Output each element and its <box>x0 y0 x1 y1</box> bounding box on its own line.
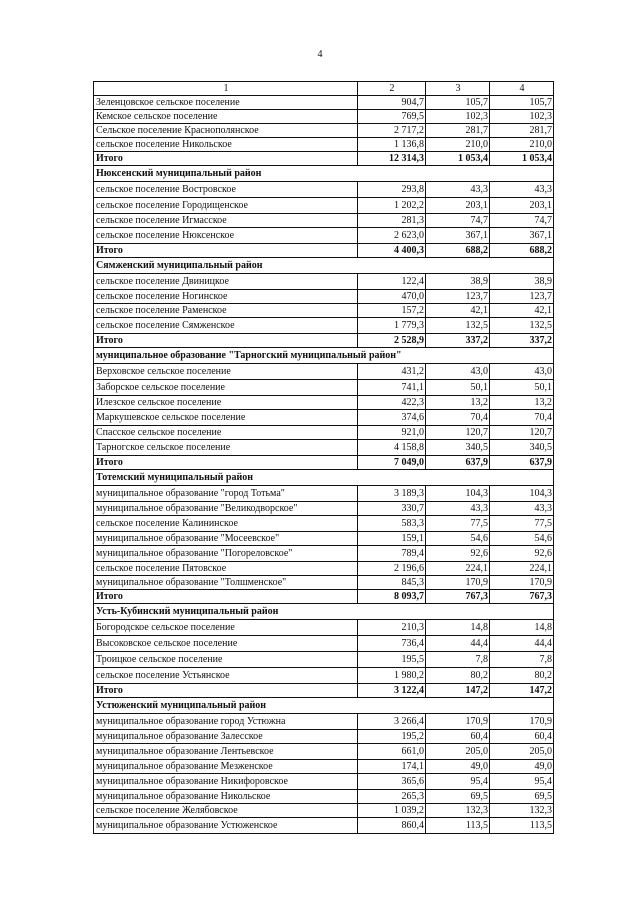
value-col-3: 92,6 <box>426 546 490 562</box>
value-col-3: 767,3 <box>426 590 490 604</box>
value-col-4: 210,0 <box>490 138 554 152</box>
value-col-4: 92,6 <box>490 546 554 562</box>
settlement-name: сельское поселение Сямженское <box>94 318 358 334</box>
value-col-2: 1 779,3 <box>358 318 426 334</box>
value-col-4: 50,1 <box>490 380 554 396</box>
table-row <box>94 818 554 834</box>
total-row <box>94 152 554 166</box>
table-row <box>94 440 554 456</box>
section-heading-row <box>94 348 554 364</box>
section-heading: Усть-Кубинский муниципальный район <box>94 604 554 620</box>
table-row <box>94 516 554 532</box>
settlement-name: Илезское сельское поселение <box>94 396 358 410</box>
section-heading: Тотемский муниципальный район <box>94 470 554 486</box>
value-col-4: 767,3 <box>490 590 554 604</box>
table-row <box>94 410 554 426</box>
settlement-name: сельское поселение Городищенское <box>94 198 358 214</box>
total-label: Итого <box>94 590 358 604</box>
table-row <box>94 290 554 304</box>
value-col-2: 904,7 <box>358 96 426 110</box>
value-col-3: 224,1 <box>426 562 490 576</box>
settlement-name: муниципальное образование город Устюжна <box>94 714 358 730</box>
table-row <box>94 304 554 318</box>
value-col-2: 583,3 <box>358 516 426 532</box>
settlement-name: муниципальное образование Устюженское <box>94 818 358 834</box>
table-row <box>94 576 554 590</box>
settlement-name: муниципальное образование "Мосеевское" <box>94 532 358 546</box>
value-col-4: 120,7 <box>490 426 554 440</box>
total-label: Итого <box>94 334 358 348</box>
value-col-2: 736,4 <box>358 636 426 652</box>
value-col-2: 2 528,9 <box>358 334 426 348</box>
value-col-3: 70,4 <box>426 410 490 426</box>
value-col-3: 132,5 <box>426 318 490 334</box>
value-col-3: 688,2 <box>426 244 490 258</box>
value-col-2: 845,3 <box>358 576 426 590</box>
value-col-3: 113,5 <box>426 818 490 834</box>
total-label: Итого <box>94 152 358 166</box>
value-col-3: 42,1 <box>426 304 490 318</box>
settlement-name: сельское поселение Двиницкое <box>94 274 358 290</box>
value-col-4: 132,5 <box>490 318 554 334</box>
table-row <box>94 274 554 290</box>
value-col-4: 54,6 <box>490 532 554 546</box>
value-col-4: 43,3 <box>490 502 554 516</box>
value-col-2: 769,5 <box>358 110 426 124</box>
value-col-4: 13,2 <box>490 396 554 410</box>
header-col-3: 3 <box>426 82 490 96</box>
value-col-3: 123,7 <box>426 290 490 304</box>
value-col-2: 2 717,2 <box>358 124 426 138</box>
table-row <box>94 804 554 818</box>
settlement-name: сельское поселение Калининское <box>94 516 358 532</box>
table-row <box>94 124 554 138</box>
value-col-3: 205,0 <box>426 744 490 760</box>
value-col-4: 49,0 <box>490 760 554 774</box>
total-label: Итого <box>94 244 358 258</box>
value-col-2: 365,6 <box>358 774 426 790</box>
table-row <box>94 318 554 334</box>
value-col-3: 102,3 <box>426 110 490 124</box>
value-col-2: 2 623,0 <box>358 228 426 244</box>
settlement-name: сельское поселение Игмасское <box>94 214 358 228</box>
value-col-4: 1 053,4 <box>490 152 554 166</box>
value-col-2: 7 049,0 <box>358 456 426 470</box>
table-row <box>94 396 554 410</box>
section-heading-row <box>94 698 554 714</box>
value-col-3: 147,2 <box>426 684 490 698</box>
value-col-3: 50,1 <box>426 380 490 396</box>
value-col-2: 4 158,8 <box>358 440 426 456</box>
value-col-4: 70,4 <box>490 410 554 426</box>
value-col-3: 80,2 <box>426 668 490 684</box>
value-col-4: 132,3 <box>490 804 554 818</box>
table-body <box>94 82 554 834</box>
settlement-name: муниципальное образование "город Тотьма" <box>94 486 358 502</box>
value-col-3: 1 053,4 <box>426 152 490 166</box>
table-row <box>94 620 554 636</box>
data-table <box>93 81 554 834</box>
value-col-3: 44,4 <box>426 636 490 652</box>
value-col-4: 113,5 <box>490 818 554 834</box>
settlement-name: сельское поселение Раменское <box>94 304 358 318</box>
section-heading: Устюженский муниципальный район <box>94 698 554 714</box>
value-col-2: 281,3 <box>358 214 426 228</box>
value-col-4: 7,8 <box>490 652 554 668</box>
settlement-name: Верховское сельское поселение <box>94 364 358 380</box>
value-col-3: 43,3 <box>426 182 490 198</box>
settlement-name: сельское поселение Никольское <box>94 138 358 152</box>
value-col-4: 105,7 <box>490 96 554 110</box>
settlement-name: сельское поселение Нюксенское <box>94 228 358 244</box>
value-col-2: 4 400,3 <box>358 244 426 258</box>
value-col-4: 43,3 <box>490 182 554 198</box>
table-row <box>94 532 554 546</box>
value-col-2: 8 093,7 <box>358 590 426 604</box>
table-row <box>94 636 554 652</box>
value-col-3: 367,1 <box>426 228 490 244</box>
table-row <box>94 110 554 124</box>
value-col-4: 102,3 <box>490 110 554 124</box>
value-col-2: 1 980,2 <box>358 668 426 684</box>
value-col-3: 77,5 <box>426 516 490 532</box>
value-col-3: 637,9 <box>426 456 490 470</box>
value-col-3: 7,8 <box>426 652 490 668</box>
value-col-3: 69,5 <box>426 790 490 804</box>
value-col-3: 60,4 <box>426 730 490 744</box>
value-col-4: 281,7 <box>490 124 554 138</box>
value-col-3: 13,2 <box>426 396 490 410</box>
value-col-4: 60,4 <box>490 730 554 744</box>
value-col-2: 3 189,3 <box>358 486 426 502</box>
table-row <box>94 668 554 684</box>
value-col-2: 3 266,4 <box>358 714 426 730</box>
value-col-3: 210,0 <box>426 138 490 152</box>
value-col-4: 43,0 <box>490 364 554 380</box>
value-col-3: 14,8 <box>426 620 490 636</box>
value-col-4: 44,4 <box>490 636 554 652</box>
table-row <box>94 182 554 198</box>
settlement-name: Высоковское сельское поселение <box>94 636 358 652</box>
value-col-4: 74,7 <box>490 214 554 228</box>
settlement-name: муниципальное образование Мезженское <box>94 760 358 774</box>
section-heading-row <box>94 166 554 182</box>
value-col-3: 104,3 <box>426 486 490 502</box>
table-row <box>94 760 554 774</box>
settlement-name: сельское поселение Пятовское <box>94 562 358 576</box>
settlement-name: Маркушевское сельское поселение <box>94 410 358 426</box>
settlement-name: Сельское поселение Краснополянское <box>94 124 358 138</box>
table-row <box>94 562 554 576</box>
table-row <box>94 380 554 396</box>
value-col-3: 281,7 <box>426 124 490 138</box>
value-col-2: 2 196,6 <box>358 562 426 576</box>
value-col-2: 293,8 <box>358 182 426 198</box>
total-label: Итого <box>94 456 358 470</box>
value-col-2: 330,7 <box>358 502 426 516</box>
value-col-4: 224,1 <box>490 562 554 576</box>
settlement-name: сельское поселение Востровское <box>94 182 358 198</box>
value-col-4: 637,9 <box>490 456 554 470</box>
value-col-2: 12 314,3 <box>358 152 426 166</box>
value-col-3: 105,7 <box>426 96 490 110</box>
value-col-2: 1 039,2 <box>358 804 426 818</box>
settlement-name: сельское поселение Устьянское <box>94 668 358 684</box>
value-col-3: 170,9 <box>426 714 490 730</box>
table-row <box>94 502 554 516</box>
settlement-name: муниципальное образование Никифоровское <box>94 774 358 790</box>
settlement-name: Богородское сельское поселение <box>94 620 358 636</box>
table-row <box>94 138 554 152</box>
value-col-2: 661,0 <box>358 744 426 760</box>
settlement-name: муниципальное образование Залесское <box>94 730 358 744</box>
table-row <box>94 790 554 804</box>
value-col-2: 1 202,2 <box>358 198 426 214</box>
page-number: 4 <box>317 49 323 60</box>
value-col-4: 170,9 <box>490 576 554 590</box>
value-col-4: 104,3 <box>490 486 554 502</box>
value-col-2: 159,1 <box>358 532 426 546</box>
section-heading-row <box>94 470 554 486</box>
value-col-3: 337,2 <box>426 334 490 348</box>
settlement-name: Тарногское сельское поселение <box>94 440 358 456</box>
value-col-2: 210,3 <box>358 620 426 636</box>
value-col-2: 195,2 <box>358 730 426 744</box>
table-row <box>94 652 554 668</box>
value-col-2: 157,2 <box>358 304 426 318</box>
value-col-3: 120,7 <box>426 426 490 440</box>
value-col-3: 170,9 <box>426 576 490 590</box>
value-col-4: 170,9 <box>490 714 554 730</box>
value-col-2: 921,0 <box>358 426 426 440</box>
total-row <box>94 590 554 604</box>
total-row <box>94 456 554 470</box>
section-heading: Сямженский муниципальный район <box>94 258 554 274</box>
value-col-3: 203,1 <box>426 198 490 214</box>
value-col-3: 95,4 <box>426 774 490 790</box>
value-col-2: 195,5 <box>358 652 426 668</box>
settlement-name: Спасское сельское поселение <box>94 426 358 440</box>
value-col-2: 3 122,4 <box>358 684 426 698</box>
value-col-4: 80,2 <box>490 668 554 684</box>
value-col-4: 147,2 <box>490 684 554 698</box>
total-row <box>94 244 554 258</box>
value-col-4: 340,5 <box>490 440 554 456</box>
section-heading: Нюксенский муниципальный район <box>94 166 554 182</box>
section-heading-row <box>94 604 554 620</box>
total-row <box>94 334 554 348</box>
value-col-2: 470,0 <box>358 290 426 304</box>
settlement-name: Кемское сельское поселение <box>94 110 358 124</box>
header-col-4: 4 <box>490 82 554 96</box>
table-row <box>94 486 554 502</box>
value-col-2: 374,6 <box>358 410 426 426</box>
table-header-row <box>94 82 554 96</box>
value-col-4: 337,2 <box>490 334 554 348</box>
value-col-4: 688,2 <box>490 244 554 258</box>
value-col-2: 789,4 <box>358 546 426 562</box>
total-row <box>94 684 554 698</box>
table-row <box>94 96 554 110</box>
value-col-4: 14,8 <box>490 620 554 636</box>
table-row <box>94 744 554 760</box>
table-row <box>94 214 554 228</box>
table-row <box>94 364 554 380</box>
value-col-3: 38,9 <box>426 274 490 290</box>
value-col-4: 38,9 <box>490 274 554 290</box>
value-col-3: 43,0 <box>426 364 490 380</box>
value-col-2: 1 136,8 <box>358 138 426 152</box>
value-col-2: 422,3 <box>358 396 426 410</box>
settlement-name: Троицкое сельское поселение <box>94 652 358 668</box>
settlement-name: сельское поселение Ногинское <box>94 290 358 304</box>
value-col-4: 77,5 <box>490 516 554 532</box>
value-col-3: 54,6 <box>426 532 490 546</box>
value-col-2: 741,1 <box>358 380 426 396</box>
section-heading: муниципальное образование "Тарногский муниципальный район" <box>94 348 554 364</box>
section-heading-row <box>94 258 554 274</box>
table-row <box>94 426 554 440</box>
table-row <box>94 730 554 744</box>
value-col-3: 49,0 <box>426 760 490 774</box>
settlement-name: Заборское сельское поселение <box>94 380 358 396</box>
value-col-2: 431,2 <box>358 364 426 380</box>
header-col-2: 2 <box>358 82 426 96</box>
total-label: Итого <box>94 684 358 698</box>
value-col-4: 123,7 <box>490 290 554 304</box>
table-row <box>94 774 554 790</box>
value-col-4: 95,4 <box>490 774 554 790</box>
value-col-4: 69,5 <box>490 790 554 804</box>
value-col-3: 340,5 <box>426 440 490 456</box>
table-row <box>94 198 554 214</box>
value-col-4: 203,1 <box>490 198 554 214</box>
settlement-name: Зеленцовское сельское поселение <box>94 96 358 110</box>
value-col-4: 205,0 <box>490 744 554 760</box>
settlement-name: муниципальное образование "Великодворское" <box>94 502 358 516</box>
settlement-name: муниципальное образование Лентьевское <box>94 744 358 760</box>
settlement-name: муниципальное образование "Погореловское" <box>94 546 358 562</box>
header-col-1: 1 <box>94 82 358 96</box>
settlement-name: муниципальное образование "Толшменское" <box>94 576 358 590</box>
settlement-name: муниципальное образование Никольское <box>94 790 358 804</box>
value-col-3: 132,3 <box>426 804 490 818</box>
value-col-2: 860,4 <box>358 818 426 834</box>
table-row <box>94 546 554 562</box>
value-col-2: 265,3 <box>358 790 426 804</box>
settlement-name: сельское поселение Желябовское <box>94 804 358 818</box>
value-col-2: 122,4 <box>358 274 426 290</box>
value-col-3: 43,3 <box>426 502 490 516</box>
value-col-4: 367,1 <box>490 228 554 244</box>
table-row <box>94 228 554 244</box>
value-col-3: 74,7 <box>426 214 490 228</box>
value-col-4: 42,1 <box>490 304 554 318</box>
value-col-2: 174,1 <box>358 760 426 774</box>
table-row <box>94 714 554 730</box>
